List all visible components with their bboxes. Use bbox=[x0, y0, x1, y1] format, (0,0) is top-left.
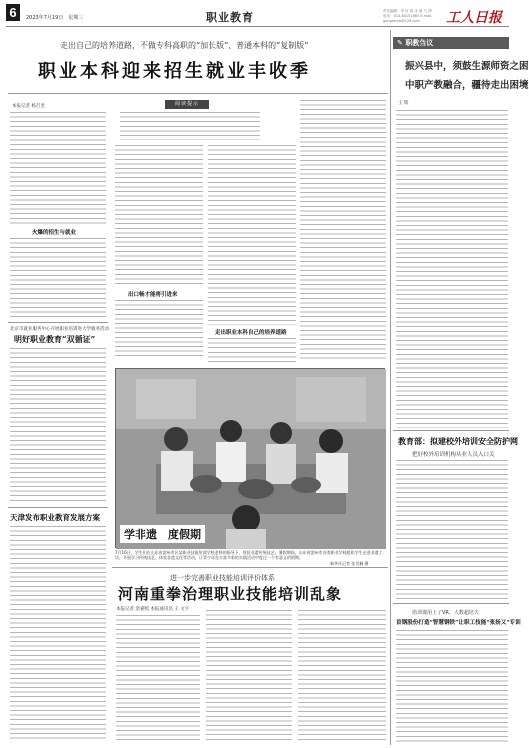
section-heading: 火爆的招生与就业 bbox=[32, 230, 77, 236]
divider bbox=[112, 567, 388, 568]
commentary-title-2: 中职产教融合，疆待走出困境 bbox=[405, 80, 529, 91]
bottom-title: 河南重拳治理职业技能培训乱象 bbox=[118, 585, 343, 603]
story2-subtitle: 把好校外培训机构从业人员入口关 bbox=[412, 452, 495, 458]
pen-icon: ✎ bbox=[397, 39, 406, 47]
story-title: 天津发布职业教育发展方案 bbox=[10, 513, 100, 522]
reading-tip-tag: 阅读提示 bbox=[165, 100, 209, 109]
commentary-title-1: 振兴县中，须鼓生源师资之困 bbox=[405, 61, 529, 72]
body-text-column bbox=[396, 460, 508, 600]
divider bbox=[8, 322, 108, 323]
story-title: 明好职业教育“双循证” bbox=[14, 334, 96, 344]
bottom-subtitle: 进一步完善职业技能培训评价体系 bbox=[170, 574, 275, 582]
body-text-column bbox=[396, 630, 508, 743]
news-photo bbox=[115, 368, 385, 548]
lead-subtitle: 走出自己的培养道路，不做专科高职的“加长版”、普通本科的“复制版” bbox=[60, 41, 309, 50]
section-heading: 走出职业本科自己的培养道路 bbox=[215, 330, 287, 336]
body-text-column bbox=[10, 112, 106, 227]
body-text-column bbox=[10, 238, 106, 318]
commentary-text bbox=[396, 110, 508, 428]
page-header bbox=[6, 4, 509, 27]
editor-line: 责任编辑：李 轩 郭 冰 夏 马 朔 bbox=[383, 9, 432, 13]
column-divider bbox=[390, 30, 391, 745]
body-text-column bbox=[300, 100, 386, 362]
column-head bbox=[393, 37, 509, 49]
section-heading: 出口畅才能将引进来 bbox=[128, 292, 178, 298]
divider bbox=[8, 93, 388, 94]
body-text-column bbox=[115, 300, 203, 360]
divider bbox=[393, 603, 509, 604]
photo-credit: 新华社记者 张昊桐 摄 bbox=[330, 561, 369, 566]
editor-info bbox=[383, 9, 445, 24]
divider bbox=[393, 430, 509, 431]
contact-line: 电话：010-84151665 E-mail: gongrenrb@126.com bbox=[383, 14, 433, 23]
body-text-column bbox=[298, 610, 386, 743]
body-text-column bbox=[208, 145, 296, 325]
body-text-column bbox=[10, 348, 106, 504]
body-text-column bbox=[208, 338, 296, 362]
newspaper-logo: 工人日报 bbox=[446, 10, 502, 26]
story-kicker: 北京市就业服务中心开展职业培训进大学服务活动 bbox=[10, 327, 109, 332]
issue-date: 2023年7月19日 星期三 bbox=[26, 15, 84, 21]
section-title: 职业教育 bbox=[206, 11, 254, 24]
page-number: 6 bbox=[6, 4, 20, 21]
story3-kicker: 培训课用上了VR、人数超培夫 bbox=[412, 610, 479, 616]
lead-byline: 本报记者 杨召奎 bbox=[12, 104, 45, 109]
divider bbox=[8, 507, 108, 508]
lead-title: 职业本科迎来招生就业丰收季 bbox=[38, 61, 311, 82]
body-text-column bbox=[116, 615, 200, 743]
photo-title-overlay: 学非遗 度假期 bbox=[120, 525, 205, 543]
column-head-label: 职教刍议 bbox=[405, 39, 434, 47]
bottom-byline: 本报记者 余嘉熙 本报通讯员 王 文宇 bbox=[116, 607, 190, 612]
body-text-column bbox=[10, 526, 106, 741]
body-text-column bbox=[206, 610, 292, 743]
commentary-byline: 王 辉 bbox=[398, 101, 409, 106]
body-text-column bbox=[115, 145, 203, 285]
story3-title: 首钢股份打造“智慧钢铁”让职工技能“张扬又”专训 bbox=[396, 620, 521, 626]
story2-title: 教育部：拟建校外培训安全防护网 bbox=[398, 436, 518, 446]
classroom-photo bbox=[116, 369, 386, 549]
reading-tip-text bbox=[120, 112, 260, 140]
photo-caption: 7月16日，学生们在山东省滨州市区某职业技能培训学校老师的指导下，体验非遗传统技艺。暑假期间，山东省滨州市各类职业学校组织学生走进非遗工坊，开展学习传统技艺、体验非遗文化等活动，让青少年在丰富多彩的实践活动中度过一个有意义的假期。 bbox=[115, 550, 383, 560]
